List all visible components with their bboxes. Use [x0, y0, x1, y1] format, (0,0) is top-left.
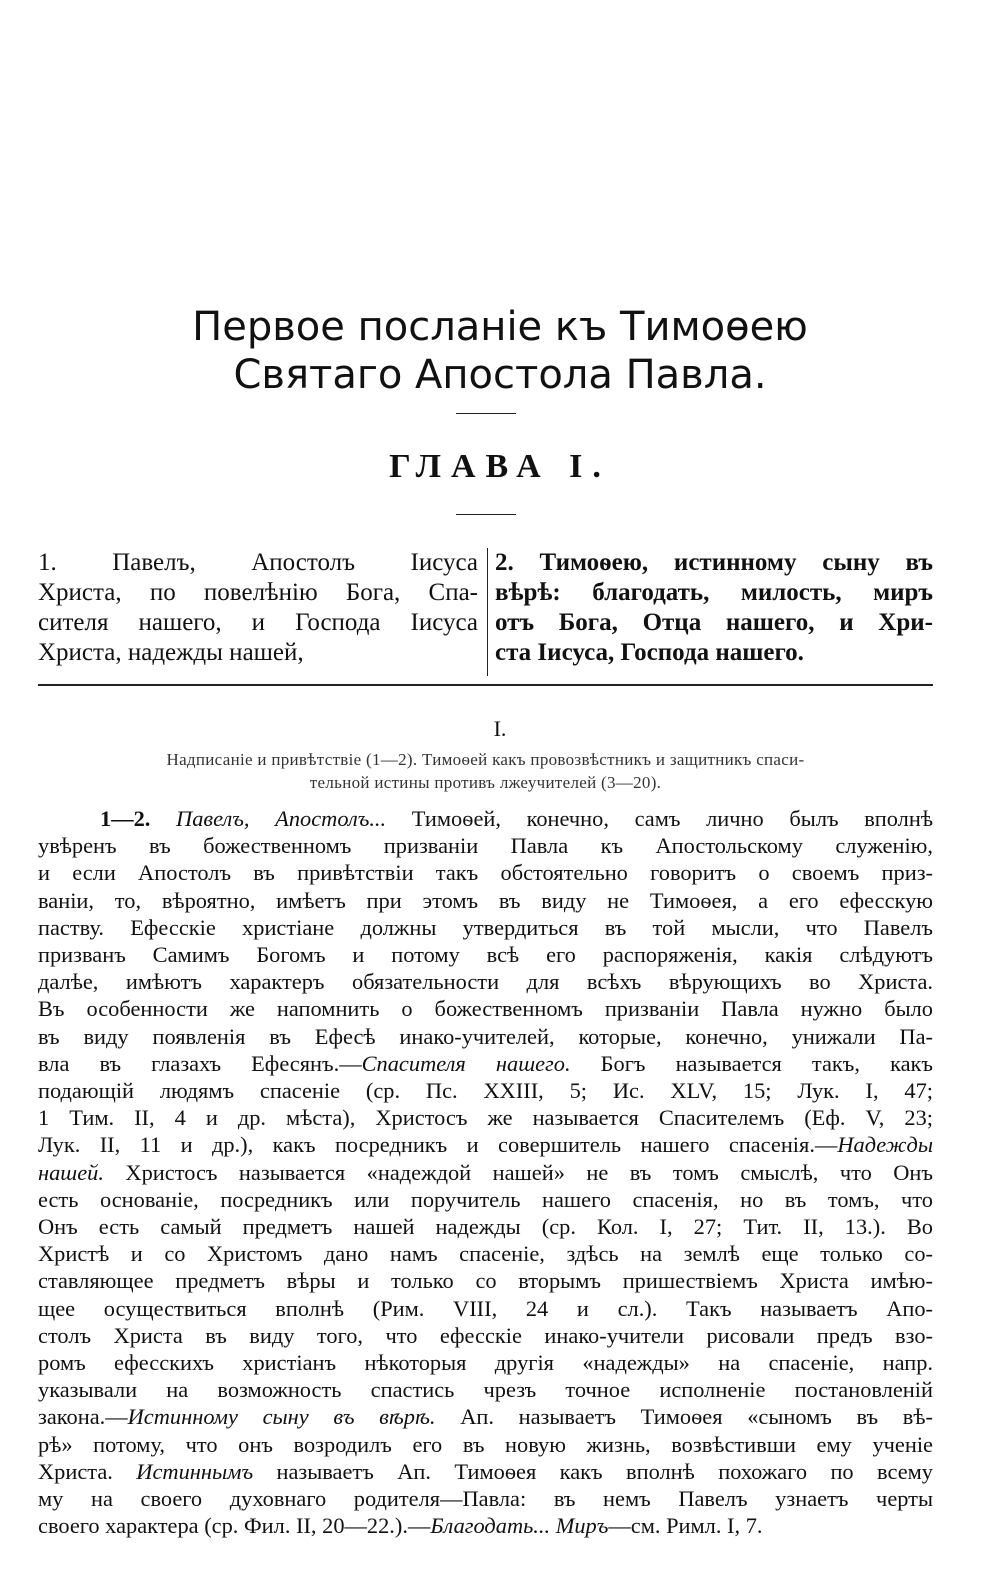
commentary-line: 1 Тим. II, 4 и др. мѣста), Христосъ же называется Спасителемъ (Еф. V, 23; [38, 1105, 933, 1131]
commentary-text [38, 805, 933, 1539]
commentary-line: му на своего духовнаго родителя—Павла: въ немъ Павелъ узнаетъ черты [38, 1486, 933, 1512]
chapter-heading: ГЛАВА І. [389, 448, 611, 485]
section-summary-line: тельной истины противъ лжеучителей (3—20). [309, 773, 662, 792]
commentary-line: Лук. II, 11 и др.), какъ посредникъ и совершитель нашего спасенія.—Надежды [38, 1132, 933, 1158]
commentary-line: въ виду появленія въ Ефесѣ инако-учителей, которые, конечно, унижали Па- [38, 1023, 933, 1049]
commentary-line: Христа. Истиннымъ называетъ Ап. Тимоѳея какъ вполнѣ похожаго по всему [38, 1458, 933, 1484]
commentary-line: и если Апостолъ въ привѣтствіи такъ обстоятельно говоритъ о своемъ приз- [38, 860, 933, 886]
commentary-line: вла въ глазахъ Ефесянъ.—Спасителя нашего. Богъ называется такъ, какъ [38, 1050, 934, 1076]
commentary-line: ромъ ефесскихъ христіанъ нѣкоторыя другія «надежды» на спасеніе, напр. [38, 1350, 933, 1376]
verse-1-line: Христа, надежды нашей, [38, 639, 304, 666]
commentary-line: своего характера (ср. Фил. II, 20—22.).—Благодать... Миръ—см. Римл. І, 7. [38, 1513, 763, 1539]
verse-1-line: 1. Павелъ, Апостолъ Іисуса [38, 549, 478, 576]
commentary-line: есть основаніе, посредникъ или поручитель нашего спасенія, но въ томъ, что [38, 1186, 933, 1212]
commentary-line: столъ Христа въ виду того, что ефесскіе инако-учители рисовали предъ взо- [38, 1322, 933, 1348]
commentary-line: рѣ» потому, что онъ возродилъ его въ новую жизнь, возвѣстивши ему ученіе [38, 1431, 933, 1457]
commentary-line: призванъ Самимъ Богомъ и потому всѣ его распоряженія, какія слѣдуютъ [38, 942, 933, 968]
commentary-line: ставляющее предметъ вѣры и только со вторымъ пришествіемъ Христа имѣю- [38, 1268, 933, 1294]
chapter-divider [456, 514, 516, 515]
commentary-line: подающій людямъ спасеніе (ср. Пс. XXIII, 5; Ис. XLV, 15; Лук. І, 47; [38, 1078, 933, 1104]
section-summary [38, 748, 933, 794]
verse-1-line: Христа, по повелѣнію Бога, Спа- [38, 579, 478, 606]
commentary-line: закона.—Истинному сыну въ вѣрѣ. Ап. называетъ Тимоѳея «сыномъ въ вѣ- [38, 1404, 933, 1430]
commentary-line: Онъ есть самый предметъ нашей надежды (ср. Кол. І, 27; Тит. II, 13.). Во [38, 1214, 933, 1240]
commentary-line: ваніи, то, вѣроятно, имѣетъ при этомъ въ виду не Тимоѳея, а его ефесскую [38, 887, 933, 913]
commentary-line: увѣренъ въ божественномъ призваніи Павла къ Апостольскому служенію, [38, 833, 933, 859]
commentary-line: Христѣ и со Христомъ дано намъ спасеніе, здѣсь на землѣ еще только со- [38, 1241, 933, 1267]
verse-column-divider [487, 548, 488, 676]
commentary-line: паству. Ефесскіе христіане должны утвердиться въ той мысли, что Павелъ [38, 914, 933, 940]
verse-bottom-rule [38, 684, 933, 686]
commentary-line: нашей. Христосъ называется «надеждой нашей» не въ томъ смыслѣ, что Онъ [38, 1159, 933, 1185]
verse-2-line: ста Іисуса, Господа нашего. [495, 639, 804, 666]
commentary-line: далѣе, имѣютъ характеръ обязательности для всѣхъ вѣрующихъ во Христа. [38, 969, 933, 995]
title-divider [456, 413, 516, 414]
commentary-line: указывали на возможность спастись чрезъ точное исполненіе постановленій [38, 1377, 933, 1403]
commentary-line: Въ особенности же напомнить о божественномъ призваніи Павла нужно было [38, 996, 933, 1022]
verse-2 [495, 548, 933, 668]
verse-1-line: сителя нашего, и Господа Іисуса [38, 609, 478, 636]
verse-2-line: вѣрѣ: благодать, милость, миръ [495, 579, 933, 606]
commentary-line: 1—2. Павелъ, Апостолъ... Тимоѳей, конечно, самъ лично былъ вполнѣ [100, 806, 933, 831]
page-title-line-1: Первое посланіе къ Тимоѳею [192, 304, 808, 350]
verse-1 [38, 548, 478, 668]
section-number: І. [493, 716, 507, 741]
verse-2-line: отъ Бога, Отца нашего, и Хри- [495, 609, 933, 636]
section-summary-line: Надписаніе и привѣтствіе (1—2). Тимоѳей какъ провозвѣстникъ и защитникъ спаси- [166, 750, 805, 769]
commentary-line: щее осуществиться вполнѣ (Рим. VIII, 24 и сл.). Такъ называетъ Апо- [38, 1295, 933, 1321]
verse-2-line: 2. Тимоѳею, истинному сыну въ [495, 549, 933, 576]
page-title-line-2: Святаго Апостола Павла. [233, 352, 767, 398]
